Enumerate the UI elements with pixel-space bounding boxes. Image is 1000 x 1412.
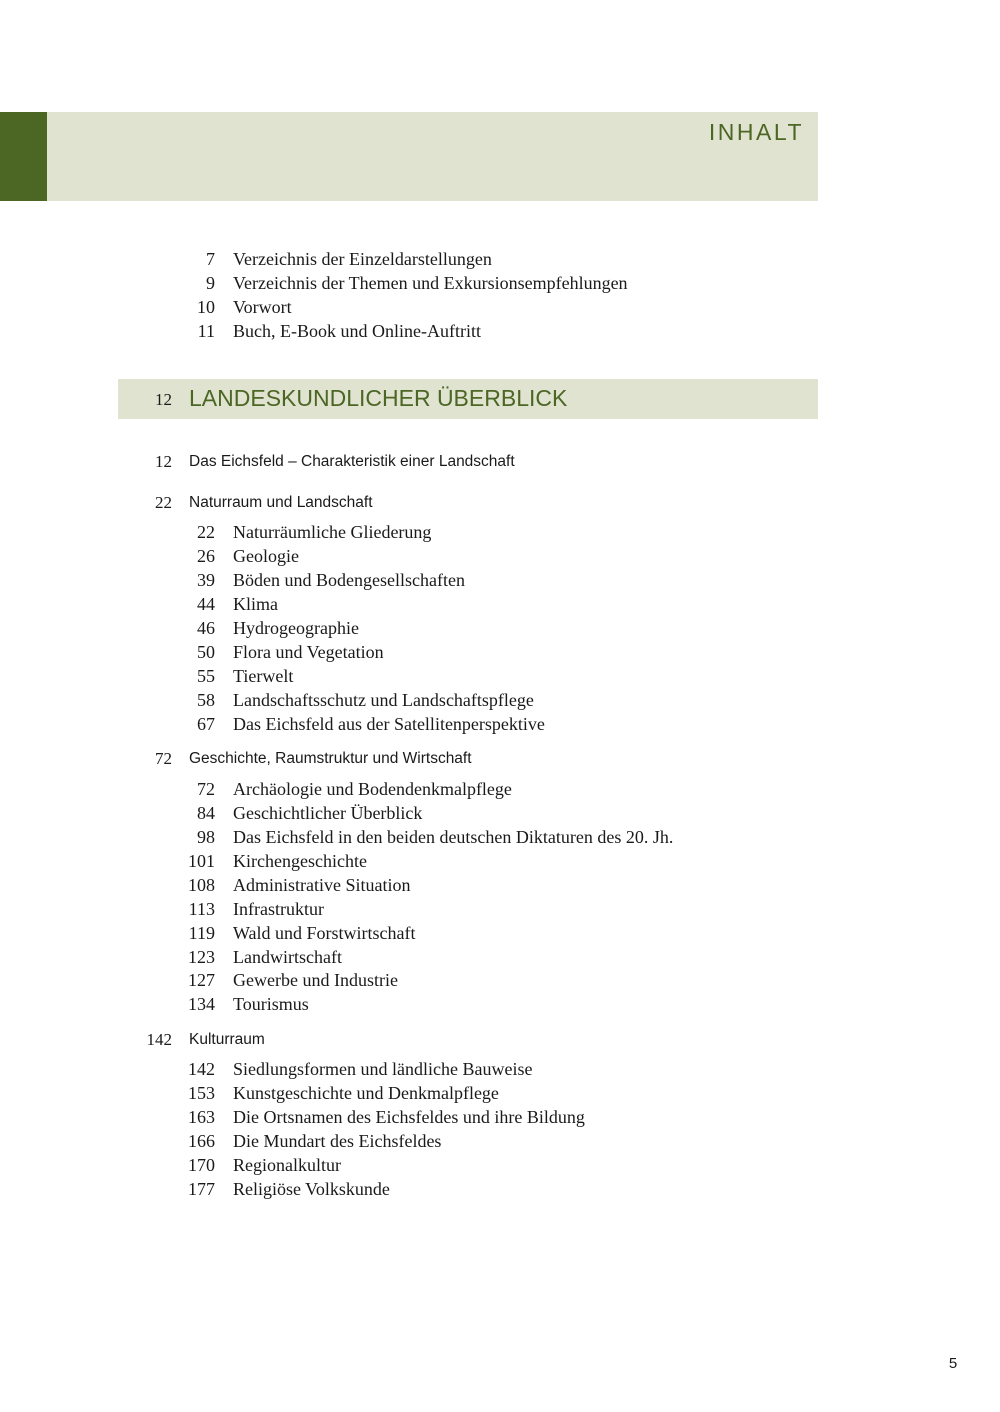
toc-entry-title: Siedlungsformen und ländliche Bauweise — [233, 1059, 533, 1079]
toc-entry-title: Hydrogeographie — [233, 618, 359, 638]
toc-entry-page: 55 — [197, 666, 215, 686]
toc-entry-page: 119 — [188, 923, 215, 943]
page-title: INHALT — [708, 119, 804, 145]
toc-entry-title: Infrastruktur — [233, 899, 324, 919]
toc-entry-page: 11 — [197, 321, 215, 341]
toc-entry-title: Klima — [233, 594, 278, 614]
toc-entry-title: Das Eichsfeld aus der Satellitenperspektive — [233, 714, 545, 734]
toc-entry-title: Verzeichnis der Einzeldarstellungen — [233, 249, 492, 269]
toc-entry-title: Tierwelt — [233, 666, 294, 686]
toc-entry-page: 134 — [188, 994, 215, 1014]
toc-entry-page: 67 — [197, 714, 215, 734]
toc-entry-title: Die Mundart des Eichsfeldes — [233, 1131, 442, 1151]
toc-entry-title: Geologie — [233, 546, 299, 566]
toc-entry-page: 142 — [188, 1059, 215, 1079]
toc-entry-page: 123 — [188, 947, 215, 967]
toc-entry-title: Religiöse Volkskunde — [233, 1179, 390, 1199]
toc-entry-title: Kirchengeschichte — [233, 851, 367, 871]
toc-entry-page: 44 — [197, 594, 215, 614]
toc-group-page: 72 — [155, 749, 172, 768]
toc-entry-title: Landschaftsschutz und Landschaftspflege — [233, 690, 534, 710]
toc-entry-title: Böden und Bodengesellschaften — [233, 570, 465, 590]
toc-entry-title: Geschichtlicher Überblick — [233, 803, 423, 823]
toc-entry-page: 153 — [188, 1083, 215, 1103]
toc-entry-page: 22 — [197, 522, 215, 542]
toc-entry-page: 113 — [188, 899, 215, 919]
toc-entry-title: Naturräumliche Gliederung — [233, 522, 432, 542]
toc-entry-page: 84 — [197, 803, 215, 823]
header-band — [0, 112, 818, 201]
toc-entry-title: Administrative Situation — [233, 875, 411, 895]
toc-entry-title: Kunstgeschichte und Denkmalpflege — [233, 1083, 499, 1103]
toc-entry-page: 101 — [188, 851, 215, 871]
toc-group-page: 142 — [146, 1030, 172, 1049]
toc-entry-title: Archäologie und Bodendenkmalpflege — [233, 779, 512, 799]
toc-entry-page: 7 — [206, 249, 215, 269]
toc-entry-title: Flora und Vegetation — [233, 642, 384, 662]
section-page: 12 — [155, 390, 172, 409]
toc-entry-page: 46 — [197, 618, 215, 638]
toc-group-page: 22 — [155, 493, 172, 512]
toc-entry-title: Die Ortsnamen des Eichsfeldes und ihre Bildung — [233, 1107, 585, 1127]
toc-entry-title: Tourismus — [233, 994, 309, 1014]
toc-entry-page: 58 — [197, 690, 215, 710]
toc-entry-title: Vorwort — [233, 297, 292, 317]
toc-group-title: Kulturraum — [189, 1031, 265, 1048]
toc-entry-page: 72 — [197, 779, 215, 799]
toc-entry-page: 108 — [188, 875, 215, 895]
toc-group-title: Das Eichsfeld – Charakteristik einer Landschaft — [189, 453, 515, 470]
toc-entry-page: 50 — [197, 642, 215, 662]
toc-group-title: Geschichte, Raumstruktur und Wirtschaft — [189, 750, 472, 767]
toc-group-page: 12 — [155, 452, 172, 471]
toc-entry-page: 39 — [197, 570, 215, 590]
toc-group-title: Naturraum und Landschaft — [189, 494, 373, 511]
toc-entry-page: 127 — [188, 970, 215, 990]
toc-entry-page: 177 — [188, 1179, 215, 1199]
toc-entry-title: Das Eichsfeld in den beiden deutschen Diktaturen des 20. Jh. — [233, 827, 674, 847]
section-title[interactable]: LANDESKUNDLICHER ÜBERBLICK — [189, 385, 568, 411]
toc-entry-page: 170 — [188, 1155, 215, 1175]
toc-entry-title: Regionalkultur — [233, 1155, 341, 1175]
toc-entry-title: Verzeichnis der Themen und Exkursionsempfehlungen — [233, 273, 628, 293]
toc-entry-page: 10 — [197, 297, 215, 317]
header-accent-bar — [0, 112, 47, 201]
toc-entry-title: Wald und Forstwirtschaft — [233, 923, 416, 943]
toc-entry-page: 98 — [197, 827, 215, 847]
toc-entry-title: Buch, E-Book und Online-Auftritt — [233, 321, 481, 341]
toc-entry-page: 163 — [188, 1107, 215, 1127]
toc-entry-page: 9 — [206, 273, 215, 293]
toc-entry-page: 166 — [188, 1131, 215, 1151]
toc-entry-title: Landwirtschaft — [233, 947, 342, 967]
page-number: 5 — [948, 1355, 958, 1372]
toc-entry-page: 26 — [197, 546, 215, 566]
toc-entry-title: Gewerbe und Industrie — [233, 970, 398, 990]
